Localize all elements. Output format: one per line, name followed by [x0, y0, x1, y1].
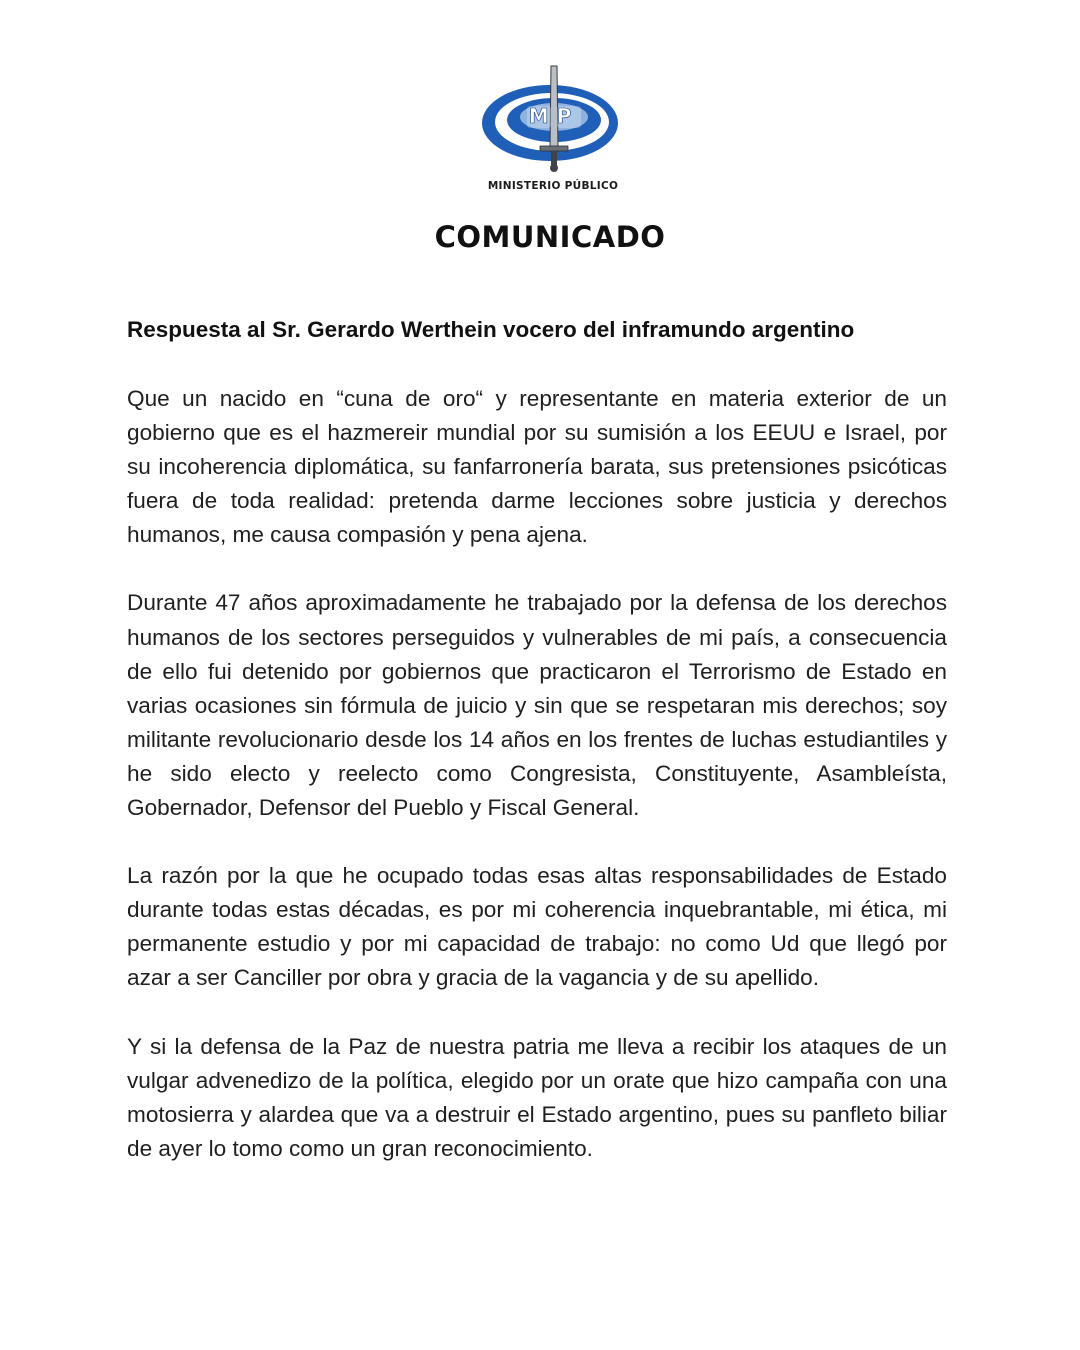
paragraph: La razón por la que he ocupado todas esas altas responsabilidades de Estado durante todas estas décadas, es por mi coherencia inquebrantable, mi ética, mi permanente estudio y por mi capacidad de trabajo: no como Ud que llegó por azar a ser Canciller por obra y gracia de la vagancia y de su apellido.: [127, 863, 947, 991]
logo-emblem-icon: [470, 60, 640, 180]
logo-letters: MP: [528, 104, 580, 128]
document-body: [127, 382, 947, 1200]
document-subtitle: Respuesta al Sr. Gerardo Werthein vocero del inframundo argentino: [127, 317, 855, 342]
logo-caption: MINISTERIO PÚBLICO: [487, 180, 619, 192]
paragraph: Durante 47 años aproximadamente he trabajado por la defensa de los derechos humanos de los sectores perseguidos y vulnerables de mi país, a consecuencia de ello fui detenido por gobiernos que practicaron el Terrorismo de Estado en varias ocasiones sin fórmula de juicio y sin que se respetaran mis derechos; soy militante revolucionario desde los 14 años en los frentes de luchas estudiantiles y he sido electo y reelecto como Congresista, Constituyente, Asambleísta, Gobernador, Defensor del Pueblo y Fiscal General.: [127, 590, 947, 821]
sword-guard: [540, 146, 568, 151]
paragraph: Que un nacido en “cuna de oro“ y representante en materia exterior de un gobierno que es el hazmereir mundial por su sumisión a los EEUU e Israel, por su incoherencia diplomática, su fanfarronería barata, sus pretensiones psicóticas fuera de toda realidad: pretenda darme lecciones sobre justicia y derechos humanos, me causa compasión y pena ajena.: [127, 386, 947, 548]
page-title: COMUNICADO: [434, 220, 666, 254]
ministerio-publico-logo: [470, 60, 640, 200]
sword-pommel: [550, 164, 558, 172]
paragraph: Y si la defensa de la Paz de nuestra patria me lleva a recibir los ataques de un vulgar advenedizo de la política, elegido por un orate que hizo campaña con una motosierra y alardea que va a destruir el Estado argentino, pues su panfleto biliar de ayer lo tomo como un gran reconocimiento.: [127, 1033, 947, 1161]
sword-grip: [551, 151, 557, 165]
